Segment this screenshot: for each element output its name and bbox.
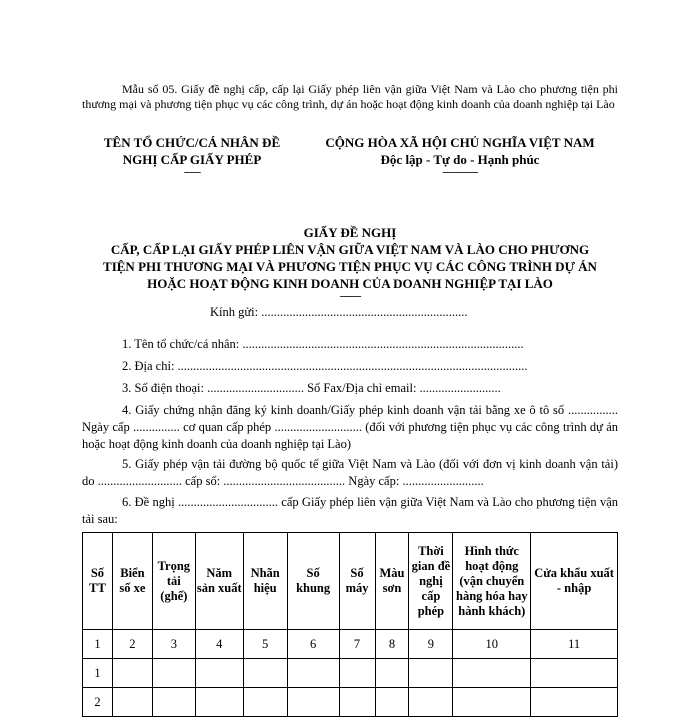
- table-cell: 10: [453, 630, 531, 659]
- table-cell: 6: [287, 630, 339, 659]
- table-cell: [112, 659, 152, 688]
- vehicle-table: [82, 532, 618, 717]
- table-cell: [152, 659, 195, 688]
- item-phone-fax-email: 3. Số điện thoại: ............................... Số Fax/Địa chỉ email: ..........................: [122, 381, 501, 395]
- form-template-note: Mẫu số 05. Giấy đề nghị cấp, cấp lại Giấy phép liên vận giữa Việt Nam và Lào cho phương tiện phi thương mại và phương tiện phục vụ các công trình, dự án hoặc hoạt động kinh doanh của doanh nghiệp tại Lào: [82, 82, 618, 111]
- table-cell: 8: [375, 630, 409, 659]
- header-capacity: Trọng tải (ghế): [152, 533, 195, 630]
- table-cell: 5: [243, 630, 287, 659]
- table-cell: [195, 688, 243, 717]
- recipient-line: Kính gửi: ..................................................................: [210, 305, 468, 319]
- table-row: [83, 659, 618, 688]
- table-cell: [409, 659, 453, 688]
- table-cell: 1: [83, 659, 113, 688]
- item-address: 2. Địa chỉ: ................................................................................................................: [122, 359, 528, 373]
- document-title: [82, 224, 618, 302]
- header-plate-number: Biển số xe: [112, 533, 152, 630]
- table-header-row: [83, 533, 618, 630]
- header-brand: Nhãn hiệu: [243, 533, 287, 630]
- table-cell: [453, 688, 531, 717]
- header-border-gate: Cửa khẩu xuất - nhập: [531, 533, 618, 630]
- table-cell: [195, 659, 243, 688]
- header-color: Màu sơn: [375, 533, 409, 630]
- item-business-license: 4. Giấy chứng nhận đăng ký kinh doanh/Giấy phép kinh doanh vận tải bằng xe ô tô số ................ Ngày cấp ............... cơ quan cấp phép ............................ (đối với phương tiện phục vụ các công trình dự án hoặc hoạt động kinh doanh của doanh nghiệp tại Lào): [82, 403, 618, 451]
- table-cell: 11: [531, 630, 618, 659]
- organization-header-rule: -------: [183, 167, 201, 178]
- table-cell: [287, 659, 339, 688]
- table-cell: [243, 688, 287, 717]
- table-cell: 2: [112, 630, 152, 659]
- table-cell: [243, 659, 287, 688]
- table-cell: 3: [152, 630, 195, 659]
- table-cell: [152, 688, 195, 717]
- table-cell: 1: [83, 630, 113, 659]
- header-year: Năm sản xuất: [195, 533, 243, 630]
- header-engine: Số máy: [339, 533, 375, 630]
- organization-header-line1: TÊN TỔ CHỨC/CÁ NHÂN ĐỀ: [103, 135, 281, 150]
- table-cell: [531, 688, 618, 717]
- organization-header: [82, 134, 302, 178]
- table-cell: 7: [339, 630, 375, 659]
- title-line2: CẤP, CẤP LẠI GIẤY PHÉP LIÊN VẬN GIỮA VIỆT NAM VÀ LÀO CHO PHƯƠNG: [110, 242, 590, 257]
- national-header-rule: ---------------: [442, 167, 478, 178]
- header-stt: Số TT: [83, 533, 113, 630]
- table-cell: [287, 688, 339, 717]
- header-operation-type: Hình thức hoạt động (vận chuyển hàng hóa hay hành khách): [453, 533, 531, 630]
- table-cell: [375, 688, 409, 717]
- table-cell: [339, 688, 375, 717]
- organization-header-line2: NGHỊ CẤP GIẤY PHÉP: [122, 152, 262, 167]
- item-transport-permit: 5. Giấy phép vận tải đường bộ quốc tế giữa Việt Nam và Lào (đối với đơn vị kinh doanh vận tải) do ........................... cấp số: ....................................... Ngày cấp: ..........................: [82, 457, 618, 488]
- item-request: 6. Đề nghị ................................ cấp Giấy phép liên vận giữa Việt Nam và Lào cho phương tiện vận tải sau:: [82, 495, 618, 526]
- table-cell: 9: [409, 630, 453, 659]
- national-title: CỘNG HÒA XÃ HỘI CHỦ NGHĨA VIỆT NAM: [325, 135, 595, 150]
- national-header: [304, 134, 616, 178]
- header-duration: Thời gian đề nghị cấp phép: [409, 533, 453, 630]
- table-row: [83, 688, 618, 717]
- table-cell: [531, 659, 618, 688]
- title-line1: GIẤY ĐỀ NGHỊ: [303, 225, 397, 240]
- title-line3: TIỆN PHI THƯƠNG MẠI VÀ PHƯƠNG TIỆN PHỤC VỤ CÁC CÔNG TRÌNH DỰ ÁN: [103, 259, 597, 274]
- table-cell: [453, 659, 531, 688]
- title-rule: ---------: [339, 291, 361, 302]
- header-chassis: Số khung: [287, 533, 339, 630]
- table-cell: [339, 659, 375, 688]
- national-motto: Độc lập - Tự do - Hạnh phúc: [380, 152, 540, 167]
- title-line4: HOẶC HOẠT ĐỘNG KINH DOANH CỦA DOANH NGHIỆP TẠI LÀO: [147, 276, 553, 291]
- item-organization-name: 1. Tên tổ chức/cá nhân: ..........................................................................................: [122, 337, 524, 351]
- table-cell: [112, 688, 152, 717]
- table-index-row: [83, 630, 618, 659]
- table-cell: 2: [83, 688, 113, 717]
- table-cell: 4: [195, 630, 243, 659]
- table-cell: [409, 688, 453, 717]
- table-cell: [375, 659, 409, 688]
